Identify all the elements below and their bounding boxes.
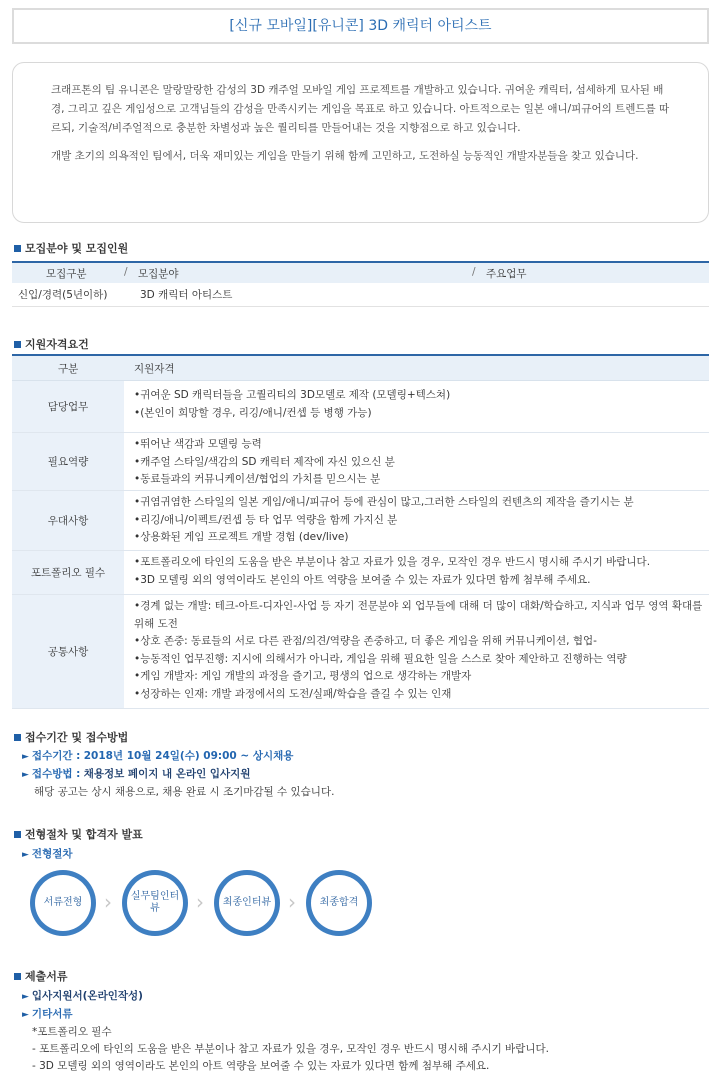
section-title-process xyxy=(14,826,143,842)
step-label: 최종인터뷰 xyxy=(219,875,275,931)
table-row xyxy=(12,491,709,551)
square-bullet-icon xyxy=(14,831,21,838)
method-label: 접수방법 : xyxy=(31,768,81,780)
apply-method xyxy=(22,766,250,781)
step-label: 실무팀인터뷰 xyxy=(127,875,183,931)
section-title-text: 모집분야 및 모집인원 xyxy=(25,242,129,255)
process-sub-label: 전형절차 xyxy=(31,848,73,860)
apply-period xyxy=(22,748,293,763)
list-item: • 상용화된 게임 프로젝트 개발 경험 (dev/live) xyxy=(134,529,703,547)
qualification-table-header xyxy=(12,356,709,381)
period-label: 접수기간 : xyxy=(31,750,81,762)
section-title-text: 지원자격요건 xyxy=(25,338,89,351)
apply-note: 해당 공고는 상시 채용으로, 채용 완료 시 조기마감될 수 있습니다. xyxy=(34,786,335,798)
header-divider: / xyxy=(124,266,128,278)
process-step xyxy=(306,870,372,936)
square-bullet-icon xyxy=(14,245,21,252)
header-divider: / xyxy=(472,266,476,278)
table-row xyxy=(12,551,709,595)
doc-item-other xyxy=(22,1006,73,1021)
list-item: • 상호 존중: 동료들의 서로 다른 관점/의견/역량을 존중하고, 더 좋은 게임을 위해 커뮤니케이션, 협업- xyxy=(134,633,703,651)
list-item: • 동료들과의 커뮤니케이션/협업의 가치를 믿으시는 분 xyxy=(134,471,703,489)
header-category: 구분 xyxy=(58,363,79,375)
step-label: 서류전형 xyxy=(35,875,91,931)
portfolio-required: *포트폴리오 필수 xyxy=(32,1026,112,1038)
recruit-table xyxy=(12,261,709,307)
recruit-type: 신입/경력(5년이하) xyxy=(18,289,108,301)
table-row xyxy=(12,283,709,307)
process-steps xyxy=(30,870,390,936)
step-label: 최종합격 xyxy=(311,875,367,931)
process-step xyxy=(30,870,96,936)
list-item: • 뛰어난 색감과 모델링 능력 xyxy=(134,436,703,454)
chevron-right-icon: › xyxy=(288,890,296,914)
arrow-right-icon: ► xyxy=(22,770,29,780)
process-step xyxy=(122,870,188,936)
intro-paragraph-1: 크래프톤의 팀 유니콘은 말랑말랑한 감성의 3D 캐주얼 모바일 게임 프로젝트를 개발하고 있습니다. 귀여운 캐릭터, 섬세하게 묘사된 배경, 그리고 깊은 게임성으로 고객님들의 감성을 만족시키는 게임을 목표로 하고 있습니다. 아트적으로는 일본 애니/피규어의 트렌드를 따르되, 기술적/비주얼적으로 충분한 차별성과 높은 퀄리티를 만들어내는 것을 지향점으로 하고 있습니다. xyxy=(51,84,670,134)
portfolio-note-1: - 포트폴리오에 타인의 도움을 받은 부분이나 참고 자료가 있을 경우, 모작인 경우 반드시 명시해 주시기 바랍니다. xyxy=(32,1043,549,1055)
list-item: • 귀염귀염한 스타일의 일본 게임/애니/피규어 등에 관심이 많고,그러한 스타일의 컨텐츠의 제작을 즐기시는 분 xyxy=(134,494,703,512)
section-title-apply xyxy=(14,729,128,745)
doc-item-label: 입사지원서(온라인작성) xyxy=(31,990,143,1002)
portfolio-note-2: - 3D 모델링 외의 영역이라도 본인의 아트 역량을 보여줄 수 있는 자료가 있다면 함께 첨부해 주세요. xyxy=(32,1060,490,1072)
recruit-field: 3D 캐릭터 아티스트 xyxy=(140,289,233,301)
intro-paragraph-2: 개발 초기의 의욕적인 팀에서, 더욱 재미있는 게임을 만들기 위해 함께 고민하고, 도전하실 능동적인 개발자분들을 찾고 있습니다. xyxy=(51,150,639,162)
section-title-text: 접수기간 및 접수방법 xyxy=(25,731,129,744)
doc-item-application xyxy=(22,988,143,1003)
period-value: 2018년 10월 24일(수) 09:00 ~ 상시채용 xyxy=(83,750,294,762)
process-step xyxy=(214,870,280,936)
arrow-right-icon: ► xyxy=(22,992,29,1002)
arrow-right-icon: ► xyxy=(22,1010,29,1020)
list-item: • 능동적인 업무진행: 지시에 의해서가 아니라, 게임을 위해 필요한 일을 스스로 찾아 제안하고 진행하는 역량 xyxy=(134,651,703,669)
header-duty: 주요업무 xyxy=(486,268,527,280)
table-row xyxy=(12,595,709,709)
recruit-table-header xyxy=(12,261,709,283)
square-bullet-icon xyxy=(14,973,21,980)
list-item: • 포트폴리오에 타인의 도움을 받은 부분이나 참고 자료가 있을 경우, 모작인 경우 반드시 명시해 주시기 바랍니다. xyxy=(134,554,703,572)
list-item: • 리깅/애니/이펙트/컨셉 등 타 업무 역량을 함께 가지신 분 xyxy=(134,512,703,530)
arrow-right-icon: ► xyxy=(22,850,29,860)
section-title-text: 전형절차 및 합격자 발표 xyxy=(25,828,143,841)
list-item: • 경계 없는 개발: 테크-아트-디자인-사업 등 자기 전문분야 외 업무들에 대해 더 많이 대화/학습하고, 지식과 업무 영역 확대를 위해 도전 xyxy=(134,598,703,633)
section-title-qualification xyxy=(14,336,89,352)
doc-item-label: 기타서류 xyxy=(31,1008,73,1020)
page-title: [신규 모바일][유니콘] 3D 캐릭터 아티스트 xyxy=(12,8,709,44)
list-item: • 귀여운 SD 캐릭터들을 고퀄리티의 3D모델로 제작 (모델링+텍스쳐) xyxy=(134,387,703,405)
arrow-right-icon: ► xyxy=(22,752,29,762)
section-title-documents xyxy=(14,968,68,984)
table-row xyxy=(12,433,709,491)
chevron-right-icon: › xyxy=(104,890,112,914)
list-item: • 성장하는 인재: 개발 과정에서의 도전/실패/학습을 즐길 수 있는 인재 xyxy=(134,686,703,704)
header-qualification: 지원자격 xyxy=(134,363,175,375)
row-label: 필요역량 xyxy=(12,433,124,490)
row-label: 우대사항 xyxy=(12,491,124,550)
list-item: • 캐주얼 스타일/색감의 SD 캐릭터 제작에 자신 있으신 분 xyxy=(134,454,703,472)
section-title-text: 제출서류 xyxy=(25,970,68,983)
square-bullet-icon xyxy=(14,734,21,741)
list-item: • 게임 개발자: 게임 개발의 과정을 즐기고, 평생의 업으로 생각하는 개발자 xyxy=(134,668,703,686)
list-item: • 3D 모델링 외의 영역이라도 본인의 아트 역량을 보여줄 수 있는 자료가 있다면 함께 첨부해 주세요. xyxy=(134,572,703,590)
square-bullet-icon xyxy=(14,341,21,348)
chevron-right-icon: › xyxy=(196,890,204,914)
list-item: • (본인이 희망할 경우, 리깅/애니/컨셉 등 병행 가능) xyxy=(134,405,703,423)
qualification-table xyxy=(12,354,709,709)
process-subtitle xyxy=(22,846,73,861)
method-value: 채용정보 페이지 내 온라인 입사지원 xyxy=(83,768,251,780)
row-label: 담당업무 xyxy=(12,381,124,432)
header-category: 모집구분 xyxy=(46,268,87,280)
header-field: 모집분야 xyxy=(138,268,179,280)
table-row xyxy=(12,381,709,433)
section-title-recruit xyxy=(14,240,128,256)
row-label: 공통사항 xyxy=(12,595,124,708)
intro-box xyxy=(12,62,709,223)
row-label: 포트폴리오 필수 xyxy=(12,551,124,594)
